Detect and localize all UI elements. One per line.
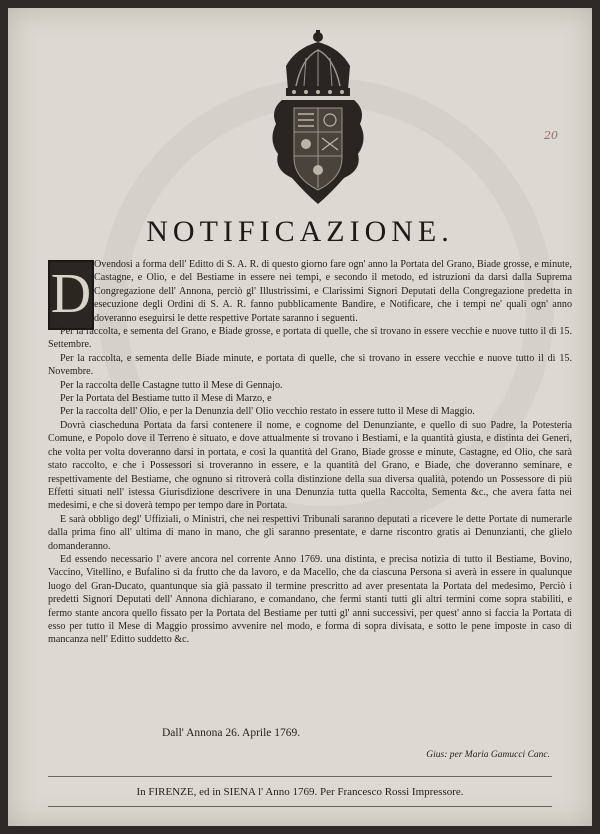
margin-note: 20 bbox=[544, 129, 558, 142]
divider-bottom bbox=[48, 806, 552, 807]
paragraph-officials: E sarà obbligo degl' Uffiziali, o Ministri, che nei respettivi Tribunali saranno deputati a ricevere le dette Portate di numerarle dalla prima fino all' ultima di mano in mano, che gli saranno presentate, e darne riscontro gratis ai Denunzianti, che glielo domanderanno. bbox=[48, 513, 572, 552]
signature: Gius: per Maria Gamucci Canc. bbox=[426, 750, 550, 760]
date-line: Dall' Annona 26. Aprile 1769. bbox=[162, 727, 301, 739]
paragraph-fodder: Per la raccolta, e sementa delle Biade minute, e portata di quelle, che si trovano in essere vecchie e nuove tutto il dì 15. Novembre. bbox=[48, 352, 572, 378]
paragraph-oil: Per la raccolta dell' Olio, e per la Denunzia dell' Olio vecchio restato in essere tutto il Mese di Maggio. bbox=[60, 406, 475, 418]
divider-top bbox=[48, 776, 552, 777]
paragraph-grain: Per la raccolta, e sementa del Grano, e Biade grosse, e portata di quelle, che si trovano in essere vecchie e nuove tutto il dì 15. Settembre. bbox=[48, 326, 572, 351]
paragraph-chestnuts: Per la raccolta delle Castagne tutto il Mese di Gennajo. bbox=[60, 379, 283, 391]
coat-of-arms-icon bbox=[266, 28, 370, 208]
document-sheet bbox=[8, 8, 592, 826]
notice-body bbox=[48, 258, 572, 647]
paragraph-declaration: Dovrà ciascheduna Portata da farsi contenere il nome, e cognome del Denunziante, e quello di suo Padre, la Potesteria Comune, e Popolo dove il Terreno è situato, e dove attualmente si trovano i Bestiami, e la quantità giusta, e distinta dei Generi, che volta per volta doveranno darsi in portata, e così la quantità del Grano, Biade grosse e minute, Castagne, ed Olio, che sarà stato raccolto, e che i Possessori si troveranno in essere, e la quantità del Grano, e Biade, che doveranno seminare, e respettivamente del Bestiame, che ognuno si ritroverà colla distinzione della sua diversa qualità, potendo un Possessore di più Effetti situati nell' istessa Giurisdizione descrivere in una Denunzia tutta quella Raccolta, Sementa &c., che avera fatta nei medesimi, e che si doverà tempo per tempo dare in Portata. bbox=[48, 419, 572, 512]
dropcap-letter: D bbox=[50, 263, 92, 325]
page-title: NOTIFICAZIONE. bbox=[146, 215, 454, 248]
paragraph-intro: Ovendosi a forma dell' Editto di S. A. R. di questo giorno fare ogn' anno la Portata del Grano, Biade grosse, e minute, Castagne, e Olio, e del Bestiame in essere nei tempi, e secondo il metodo, ed istruzioni da darsi dalla Suprema Congregazione dell' Annona, perciò gl' Illustrissimi, e Clarissimi Signori Deputati della Congregazione predetta in esecuzione degli Ordini di S. A. R. fanno pubblicamente Bandire, e Notificare, che i tempi ne' quali ogn' anno doveranno eseguirsi le dette respettive Portate saranno i seguenti. bbox=[94, 259, 572, 324]
paragraph-livestock: Per la Portata del Bestiame tutto il Mese di Marzo, e bbox=[60, 393, 272, 405]
printer-imprint: In FIRENZE, ed in SIENA l' Anno 1769. Per Francesco Rossi Impressore. bbox=[136, 786, 464, 798]
paragraph-cattle: Ed essendo necessario l' avere ancora nel corrente Anno 1769. una distinta, e precisa notizia di tutto il Bestiame, Bovino, Vaccino, Vitellino, e Bufalino sì da frutto che da lavoro, e da Macello, che da ciascuna Persona si averà in essere in qualunque luogo del Gran-Ducato, quantunque sia già passato il termine prescritto ad aver presentata la Portata del medesimo, Perciò i predetti Signori Deputati dell' Annona dichiarano, e comandano, che fermi stanti tutti gli altri termini come sopra stabiliti, e fermo stante ancora quello fissato per la Portata del Bestiame per tutti gl' anni successivi, per quest' anno si faccia la Portata di esso per tutto il Mese di Maggio prossimo avvenire nel modo, e forma di sopra divisata, e sotto le pene imposte in caso di mancanza nell' Editto suddetto &c. bbox=[48, 553, 572, 646]
